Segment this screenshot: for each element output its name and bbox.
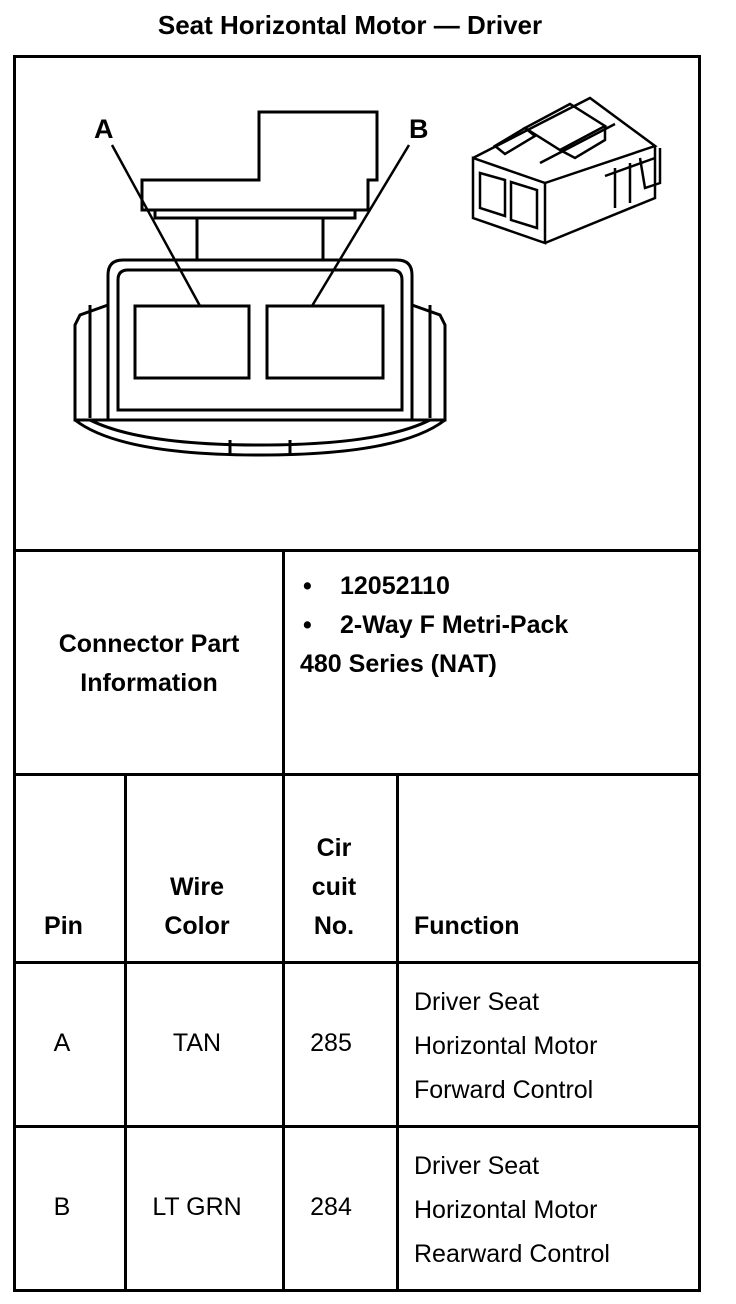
header-pin: Pin — [44, 912, 83, 940]
header-function: Function — [414, 912, 520, 940]
row-a-wire-color: TAN — [172, 1029, 222, 1057]
bullet-icon: • — [303, 572, 312, 600]
pin-a-callout: A — [94, 114, 114, 144]
row-b-wire-color: LT GRN — [152, 1193, 242, 1221]
row-b-pin: B — [53, 1193, 71, 1221]
row-b-function-line2: Horizontal Motor — [414, 1196, 598, 1224]
divider-function-col — [396, 773, 399, 1292]
connector-iso-view — [465, 88, 665, 248]
divider-row-a — [13, 1125, 701, 1128]
row-a-pin: A — [53, 1029, 71, 1057]
divider-info — [13, 773, 701, 776]
row-b-circuit: 284 — [310, 1193, 352, 1221]
bullet-icon: • — [303, 611, 312, 639]
row-a-function-line3: Forward Control — [414, 1076, 594, 1104]
header-wire-line1: Wire — [170, 873, 224, 901]
row-b-function-line1: Driver Seat — [414, 1152, 540, 1180]
header-circuit-line3: No. — [313, 912, 355, 940]
connector-desc-line2: 480 Series (NAT) — [300, 650, 497, 678]
row-b-function-line3: Rearward Control — [414, 1240, 610, 1268]
pin-b-callout: B — [409, 114, 429, 144]
divider-header — [13, 961, 701, 964]
header-circuit-line2: cuit — [311, 873, 357, 901]
part-number: 12052110 — [340, 572, 450, 600]
row-a-circuit: 285 — [310, 1029, 352, 1057]
row-a-function-line1: Driver Seat — [414, 988, 540, 1016]
connector-desc-line1: 2-Way F Metri-Pack — [340, 611, 569, 639]
page-title: Seat Horizontal Motor — Driver — [157, 10, 543, 40]
divider-diagram — [13, 549, 701, 552]
header-circuit-line1: Cir — [316, 834, 352, 862]
header-wire-line2: Color — [164, 912, 230, 940]
row-a-function-line2: Horizontal Motor — [414, 1032, 598, 1060]
connector-info-label-line1: Connector Part — [58, 630, 240, 658]
connector-info-label-line2: Information — [80, 669, 218, 697]
connector-face-diagram — [60, 100, 460, 470]
